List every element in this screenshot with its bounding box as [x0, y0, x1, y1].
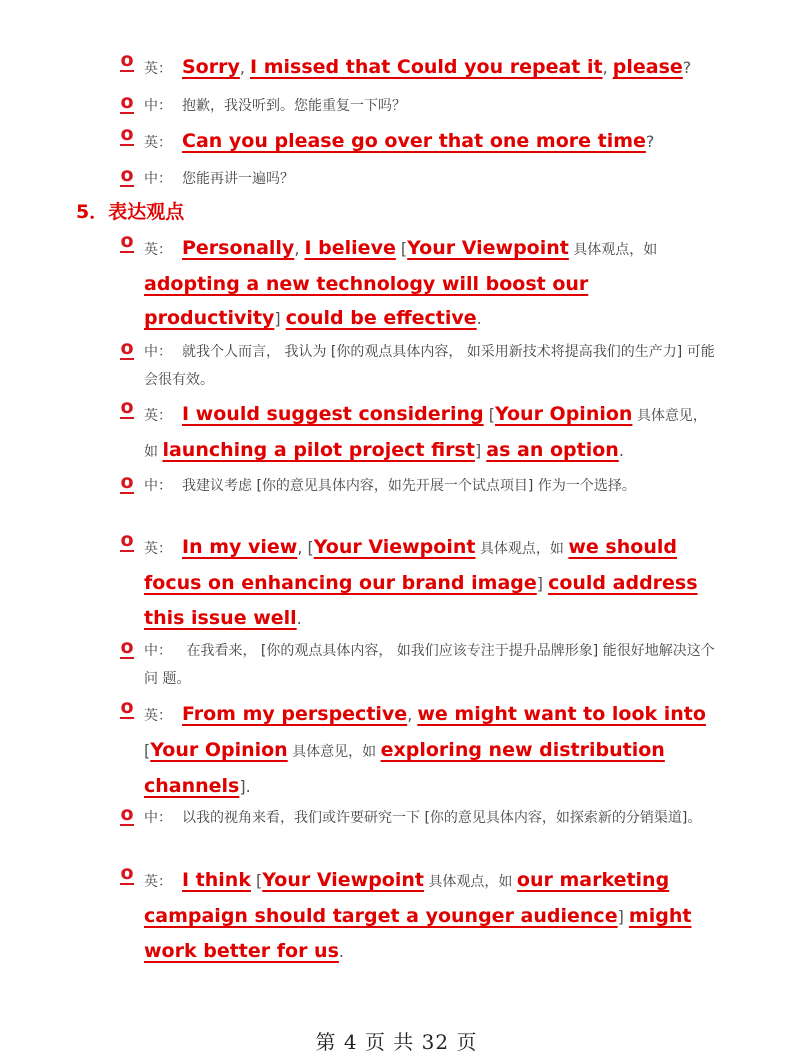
punctuation: [: [395, 239, 408, 258]
english-sentence: [144, 124, 720, 160]
punctuation: .: [476, 309, 482, 328]
punctuation: ,: [239, 58, 251, 77]
keyword: could address this issue well: [144, 572, 698, 629]
placeholder-keyword: Your Opinion: [494, 403, 633, 425]
list-item: [120, 92, 720, 120]
punctuation: ,: [294, 239, 305, 258]
list-item: [120, 530, 720, 636]
label-chinese: 中：: [144, 171, 172, 187]
english-sentence: [144, 231, 720, 336]
punctuation: .: [338, 942, 344, 961]
punctuation: [: [483, 405, 495, 424]
keyword: I would suggest considering: [182, 403, 484, 425]
punctuation: ,: [602, 58, 613, 77]
punctuation: ,: [407, 705, 418, 724]
section-heading: 5．表达观点: [76, 201, 185, 223]
bullet-icon: o: [120, 696, 134, 718]
translation-text: 在我看来， [你的观点具体内容， 如我们应该专注于提升品牌形象] 能很好地解决这个问 题。: [144, 643, 715, 687]
chinese-sentence: [144, 472, 720, 500]
keyword: could be effective: [285, 307, 477, 329]
punctuation: ?: [682, 58, 692, 77]
keyword: From my perspective: [182, 703, 408, 725]
translation-text: 您能再讲一遍吗？: [182, 171, 294, 187]
bullet-icon: o: [120, 123, 134, 145]
page-footer: 第 4 页 共 32 页: [315, 1030, 478, 1054]
label-chinese: 中：: [144, 98, 172, 114]
bullet-icon: o: [120, 803, 134, 825]
keyword: exploring new distribution channels: [144, 739, 665, 797]
keyword: I think: [182, 869, 251, 891]
label-english: 英：: [144, 708, 172, 724]
list-item: [120, 338, 720, 394]
chinese-sentence: [144, 165, 720, 193]
punctuation: ]: [617, 907, 629, 926]
label-chinese: 中：: [144, 344, 172, 360]
keyword: Sorry: [182, 56, 240, 78]
bullet-icon: o: [120, 862, 134, 884]
bullet-icon: o: [120, 230, 134, 252]
english-sentence: [144, 863, 720, 969]
punctuation: , [: [297, 538, 314, 557]
note-text: 具体意见，如: [287, 744, 381, 760]
bullet-icon: o: [120, 396, 134, 418]
english-sentence: [144, 530, 720, 636]
placeholder-keyword: Your Viewpoint: [262, 869, 424, 891]
bullet-icon: o: [120, 164, 134, 186]
list-item: [120, 124, 720, 160]
note-text: 具体意见，如: [144, 408, 707, 460]
list-item: [120, 472, 720, 500]
keyword: we might want to look into: [417, 703, 706, 725]
punctuation: ]: [536, 574, 549, 593]
label-english: 英：: [144, 61, 172, 77]
punctuation: [: [250, 871, 263, 890]
english-sentence: [144, 397, 720, 469]
keyword: I missed that Could you repeat it: [250, 56, 603, 78]
list-item: [120, 804, 720, 832]
keyword: launching a pilot project first: [162, 439, 475, 461]
note-text: 具体观点，如: [423, 874, 517, 890]
bullet-icon: o: [120, 91, 134, 113]
list-item: [120, 697, 720, 804]
punctuation: [: [144, 741, 151, 760]
label-english: 英：: [144, 541, 172, 557]
label-english: 英：: [144, 874, 172, 890]
keyword: Can you please go over that one more time: [182, 130, 646, 152]
label-chinese: 中：: [144, 643, 172, 659]
punctuation: ]: [474, 441, 487, 460]
punctuation: ?: [645, 132, 655, 151]
bullet-icon: o: [120, 529, 134, 551]
english-sentence: [144, 50, 720, 86]
translation-text: 就我个人而言， 我认为 [你的观点具体内容， 如采用新技术将提高我们的生产力] 可能 会很有效。: [144, 344, 715, 388]
keyword: our marketing campaign should target a younger audience: [144, 869, 670, 927]
label-chinese: 中：: [144, 810, 172, 826]
translation-text: 以我的视角来看，我们或许要研究一下 [你的意见具体内容，如探索新的分销渠道]。: [182, 810, 702, 826]
label-english: 英：: [144, 242, 172, 258]
chinese-sentence: [144, 92, 720, 120]
keyword: we should focus on enhancing our brand image: [144, 536, 677, 594]
list-item: [120, 165, 720, 193]
note-text: 具体观点，如: [475, 541, 569, 557]
list-item: [120, 231, 720, 336]
placeholder-keyword: Your Opinion: [150, 739, 288, 761]
keyword: might work better for us: [144, 905, 692, 962]
list-item: [120, 863, 720, 969]
label-english: 英：: [144, 135, 172, 151]
label-english: 英：: [144, 408, 172, 424]
chinese-sentence: [144, 338, 720, 394]
list-item: [120, 50, 720, 86]
punctuation: ].: [239, 777, 251, 796]
bullet-icon: o: [120, 636, 134, 658]
translation-text: 抱歉，我没听到。您能重复一下吗？: [182, 98, 406, 114]
bullet-icon: o: [120, 337, 134, 359]
keyword: as an option: [486, 439, 619, 461]
label-chinese: 中：: [144, 478, 172, 494]
keyword: Personally: [182, 237, 295, 259]
translation-text: 我建议考虑 [你的意见具体内容，如先开展一个试点项目] 作为一个选择。: [182, 478, 636, 494]
list-item: [120, 637, 720, 693]
placeholder-keyword: Your Viewpoint: [313, 536, 476, 558]
english-sentence: [144, 697, 720, 804]
punctuation: .: [618, 441, 624, 460]
keyword: adopting a new technology will boost our productivity: [144, 273, 589, 329]
chinese-sentence: [144, 804, 720, 832]
keyword: I believe: [304, 237, 396, 259]
chinese-sentence: [144, 637, 720, 693]
punctuation: .: [296, 609, 302, 628]
list-item: [120, 397, 720, 469]
punctuation: ]: [274, 309, 286, 328]
keyword: In my view: [182, 536, 298, 558]
bullet-icon: o: [120, 471, 134, 493]
bullet-icon: o: [120, 49, 134, 71]
placeholder-keyword: Your Viewpoint: [407, 237, 569, 259]
note-text: 具体观点，如: [568, 242, 658, 258]
keyword: please: [612, 56, 683, 78]
